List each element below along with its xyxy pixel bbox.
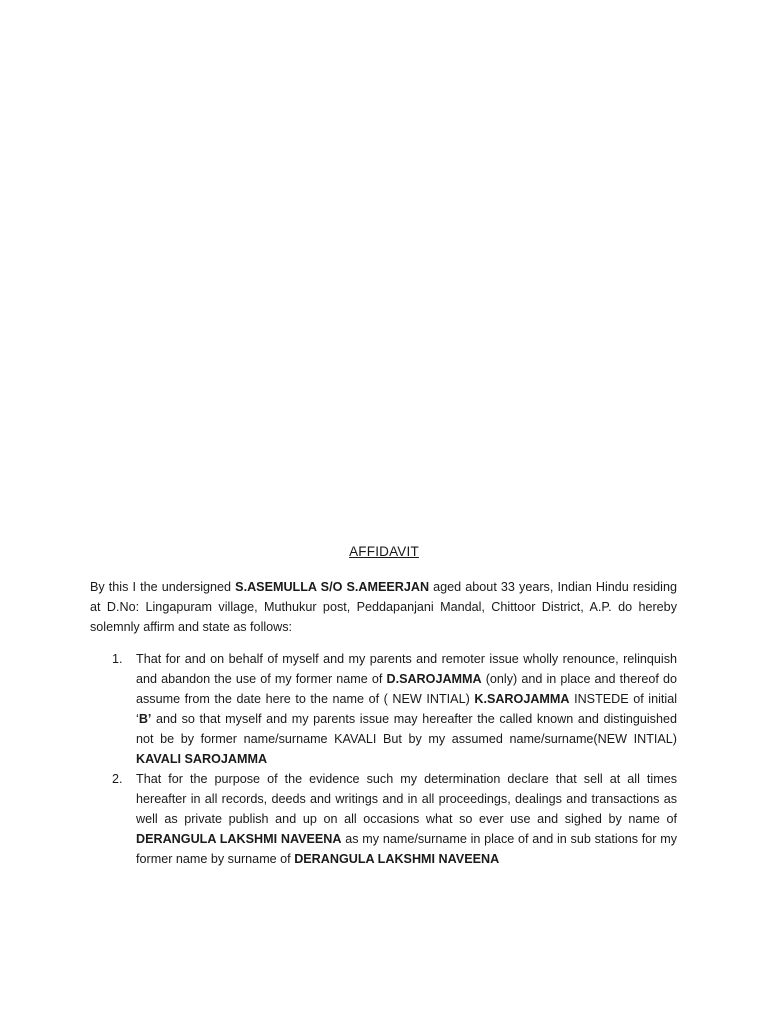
item-text: (only) and in place and thereof do assume from the date here to the name of ( NEW INTIAL) (136, 672, 677, 706)
affidavit-list (90, 649, 677, 869)
item-bold-text: DERANGULA LAKSHMI NAVEENA (136, 832, 342, 846)
document-title: AFFIDAVIT (349, 544, 419, 559)
list-item (90, 649, 677, 769)
item-text: That for and on behalf of myself and my parents and remoter issue wholly renounce, relinquish and abandon the use of my former name of (136, 652, 677, 686)
item-text: That for the purpose of the evidence such my determination declare that sell at all times hereafter in all records, deeds and writings and in all proceedings, dealings and transactions as well as private publish and up on all occasions what so ever use and sighed by name of (136, 772, 677, 826)
list-item-number: 1. (112, 652, 123, 666)
item-bold-text: KAVALI SAROJAMMA (136, 752, 268, 766)
item-bold-text: K.SAROJAMMA (474, 692, 570, 706)
list-item (90, 769, 677, 869)
item-text: as my name/surname in place of and in sub stations for my former name by surname of (136, 832, 677, 866)
intro-name-bold: S.ASEMULLA S/O S.AMEERJAN (235, 580, 430, 594)
item-text: INSTEDE of initial ‘ (136, 692, 677, 726)
item-bold-text: D.SAROJAMMA (386, 672, 482, 686)
intro-paragraph (90, 577, 677, 637)
document-body (90, 577, 677, 869)
item-bold-text: DERANGULA LAKSHMI NAVEENA (294, 852, 500, 866)
list-item-number: 2. (112, 772, 123, 786)
item-bold-text: B’ (138, 712, 152, 726)
intro-text-2: aged about 33 years, Indian Hindu residing at D.No: Lingapuram village, Muthukur post, Peddapanjani Mandal, Chittoor District, A.P. do hereby solemnly affirm and state as follows: (90, 580, 677, 634)
item-text: and so that myself and my parents issue may hereafter the called known and distinguished not be by former name/surname KAVALI But by my assumed name/surname(NEW INTIAL) (136, 712, 677, 746)
intro-text-1: By this I the undersigned (90, 580, 236, 594)
